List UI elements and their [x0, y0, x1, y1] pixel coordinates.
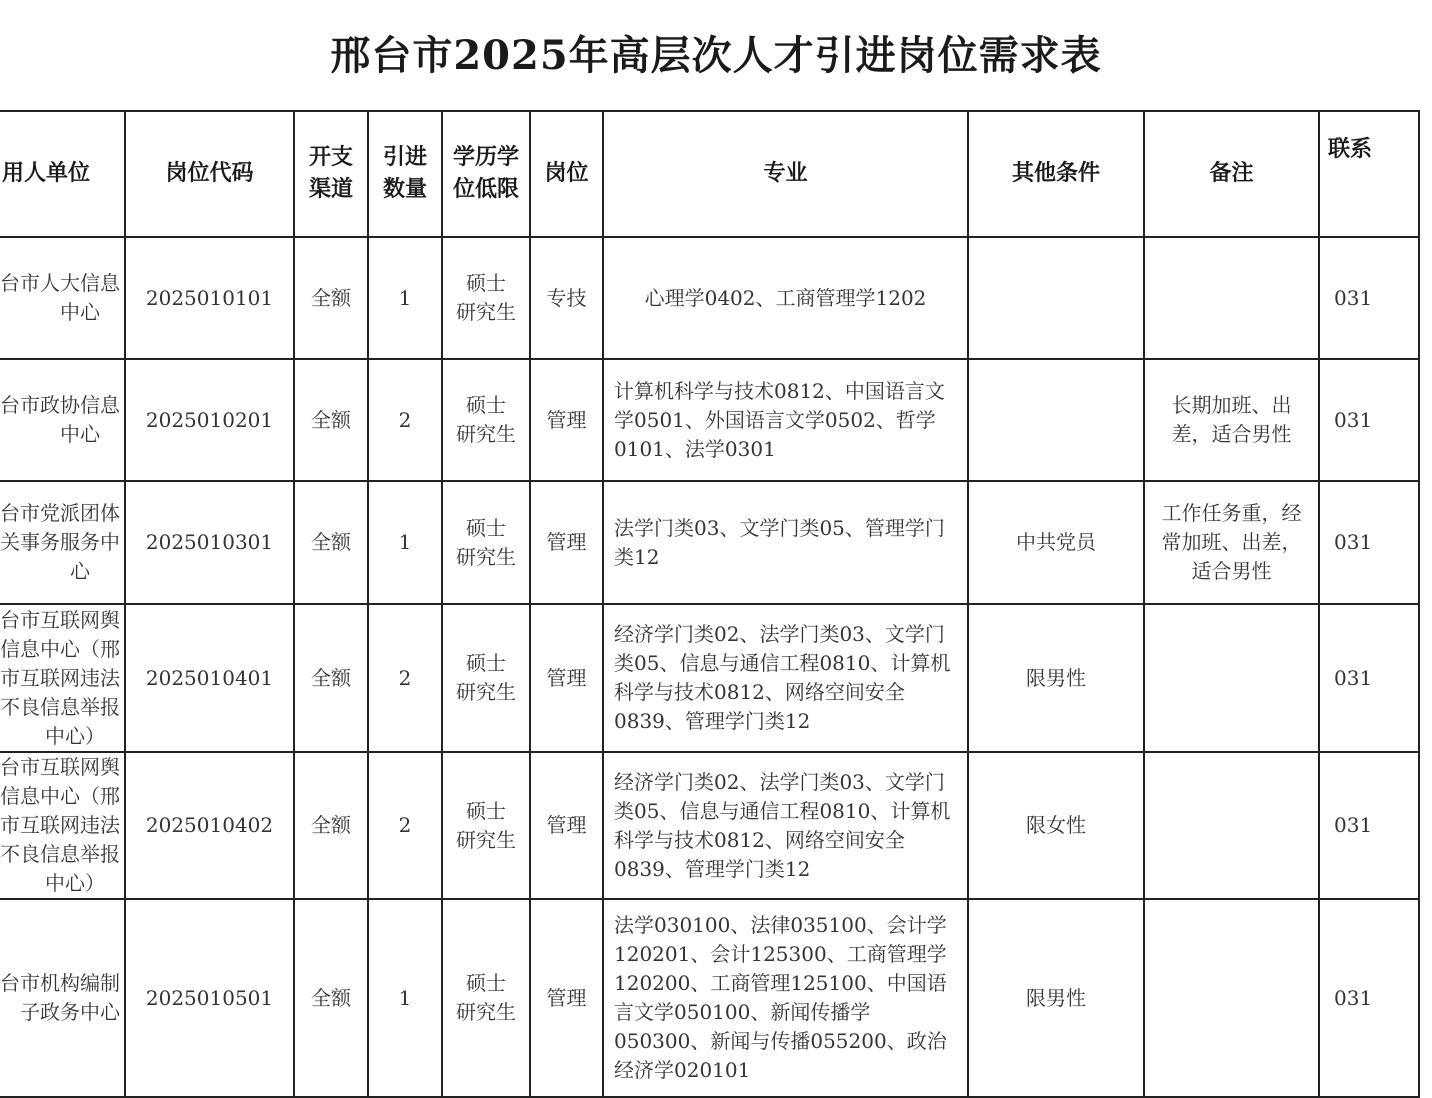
position-cell: 管理 — [530, 481, 603, 604]
notes-cell: 工作任务重，经常加班、出差，适合男性 — [1144, 481, 1319, 604]
unit-cell: 台市人大信息 中心 — [0, 237, 125, 359]
position-cell: 管理 — [530, 359, 603, 481]
position-cell: 管理 — [530, 899, 603, 1097]
position-cell: 管理 — [530, 604, 603, 752]
major-cell: 法学030100、法律035100、会计学120201、会计125300、工商管理学120200、工商管理125100、中国语言文学050100、新闻传播学050300、新闻与传播055200、政治经济学020101 — [603, 899, 968, 1097]
education-cell: 硕士 研究生 — [442, 899, 530, 1097]
major-cell: 经济学门类02、法学门类03、文学门类05、信息与通信工程0810、计算机科学与技术0812、网络空间安全0839、管理学门类12 — [603, 604, 968, 752]
header-unit: 用人单位 — [0, 111, 125, 237]
notes-cell — [1144, 752, 1319, 899]
conditions-cell — [968, 237, 1144, 359]
education-cell: 硕士 研究生 — [442, 752, 530, 899]
funding-cell: 全额 — [294, 359, 368, 481]
education-cell: 硕士 研究生 — [442, 237, 530, 359]
education-cell: 硕士 研究生 — [442, 481, 530, 604]
count-cell: 2 — [368, 359, 442, 481]
conditions-cell: 中共党员 — [968, 481, 1144, 604]
position-cell: 管理 — [530, 752, 603, 899]
major-cell: 心理学0402、工商管理学1202 — [603, 237, 968, 359]
header-major: 专业 — [603, 111, 968, 237]
notes-cell: 长期加班、出差，适合男性 — [1144, 359, 1319, 481]
table-row — [0, 237, 1419, 359]
conditions-cell: 限男性 — [968, 899, 1144, 1097]
contact-cell: 031 — [1319, 359, 1419, 481]
contact-cell: 031 — [1319, 752, 1419, 899]
funding-cell: 全额 — [294, 237, 368, 359]
notes-cell — [1144, 604, 1319, 752]
conditions-cell — [968, 359, 1144, 481]
header-code: 岗位代码 — [125, 111, 294, 237]
unit-cell: 台市政协信息 中心 — [0, 359, 125, 481]
count-cell: 1 — [368, 899, 442, 1097]
header-conditions: 其他条件 — [968, 111, 1144, 237]
code-cell: 2025010401 — [125, 604, 294, 752]
table-row — [0, 481, 1419, 604]
count-cell: 2 — [368, 752, 442, 899]
code-cell: 2025010501 — [125, 899, 294, 1097]
contact-cell: 031 — [1319, 481, 1419, 604]
contact-cell: 031 — [1319, 237, 1419, 359]
header-count: 引进 数量 — [368, 111, 442, 237]
major-cell: 法学门类03、文学门类05、管理学门类12 — [603, 481, 968, 604]
funding-cell: 全额 — [294, 752, 368, 899]
header-notes: 备注 — [1144, 111, 1319, 237]
table-row — [0, 899, 1419, 1097]
unit-cell: 台市互联网舆 信息中心（邢 市互联网违法 不良信息举报 中心） — [0, 604, 125, 752]
code-cell: 2025010101 — [125, 237, 294, 359]
major-cell: 计算机科学与技术0812、中国语言文学0501、外国语言文学0502、哲学0101、法学0301 — [603, 359, 968, 481]
code-cell: 2025010301 — [125, 481, 294, 604]
unit-cell: 台市互联网舆 信息中心（邢 市互联网违法 不良信息举报 中心） — [0, 752, 125, 899]
notes-cell — [1144, 237, 1319, 359]
header-funding: 开支 渠道 — [294, 111, 368, 237]
position-cell: 专技 — [530, 237, 603, 359]
count-cell: 2 — [368, 604, 442, 752]
conditions-cell: 限女性 — [968, 752, 1144, 899]
table-row — [0, 359, 1419, 481]
contact-cell: 031 — [1319, 899, 1419, 1097]
table-row — [0, 604, 1419, 752]
code-cell: 2025010402 — [125, 752, 294, 899]
contact-cell: 031 — [1319, 604, 1419, 752]
count-cell: 1 — [368, 237, 442, 359]
education-cell: 硕士 研究生 — [442, 359, 530, 481]
funding-cell: 全额 — [294, 481, 368, 604]
header-education: 学历学 位低限 — [442, 111, 530, 237]
education-cell: 硕士 研究生 — [442, 604, 530, 752]
funding-cell: 全额 — [294, 604, 368, 752]
funding-cell: 全额 — [294, 899, 368, 1097]
header-position: 岗位 — [530, 111, 603, 237]
code-cell: 2025010201 — [125, 359, 294, 481]
recruitment-table — [0, 110, 1420, 1098]
header-contact: 联系 — [1319, 111, 1419, 237]
table-row — [0, 752, 1419, 899]
count-cell: 1 — [368, 481, 442, 604]
major-cell: 经济学门类02、法学门类03、文学门类05、信息与通信工程0810、计算机科学与技术0812、网络空间安全0839、管理学门类12 — [603, 752, 968, 899]
conditions-cell: 限男性 — [968, 604, 1144, 752]
unit-cell: 台市机构编制 子政务中心 — [0, 899, 125, 1097]
header-row — [0, 111, 1419, 237]
page-title: 邢台市2025年高层次人才引进岗位需求表 — [330, 32, 1102, 79]
notes-cell — [1144, 899, 1319, 1097]
unit-cell: 台市党派团体 关事务服务中 心 — [0, 481, 125, 604]
